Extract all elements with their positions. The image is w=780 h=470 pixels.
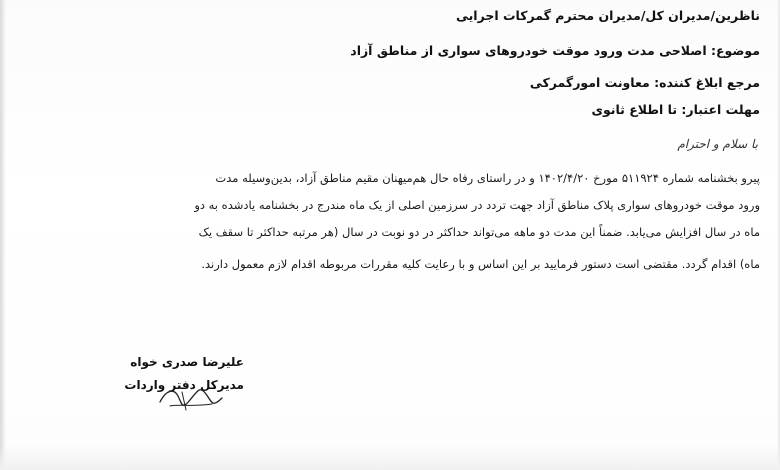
page-shadow [0, 0, 6, 470]
page-fold [0, 444, 780, 470]
reference-line: مرجع ابلاغ کننده: معاونت امورگمرکی [529, 75, 760, 90]
signatory-name: علیرضا صدری خواه [130, 355, 244, 369]
body-line-4: ماه) اقدام گردد. مقتضی است دستور فرمایید بر این اساس و با رعایت کلیه مقررات مربوطه اقدام لازم معمول دارند. [201, 257, 760, 271]
body-line-3: ماه در سال افزایش می‌یابد. ضمناً این مدت دو ماهه می‌تواند حداکثر در دو نوبت در سال (هر مرتبه حداکثر تا سقف یک [198, 225, 760, 239]
subject-line: موضوع: اصلاحی مدت ورود موقت خودروهای سواری از مناطق آزاد [350, 43, 760, 58]
addressee: ناظرین/مدیران کل/مدیران محترم گمرکات اجرایی [455, 8, 760, 23]
body-line-1: پیرو بخشنامه شماره ۵۱۱۹۲۴ مورخ ۱۴۰۲/۴/۲۰ و در راستای رفاه حال هم‌میهنان مقیم مناطق آزاد، بدین‌وسیله مدت [215, 171, 760, 185]
handwritten-signature-icon [152, 380, 227, 416]
body-line-2: ورود موقت خودروهای سواری پلاک مناطق آزاد جهت تردد در سرزمین اصلی از یک ماه مندرج در بخشنامه یادشده به دو [194, 198, 760, 212]
validity-line: مهلت اعتبار: تا اطلاع ثانوی [591, 102, 760, 117]
greeting: با سلام و احترام [677, 137, 758, 151]
signatory-title: مدیرکل دفتر واردات [124, 378, 244, 392]
